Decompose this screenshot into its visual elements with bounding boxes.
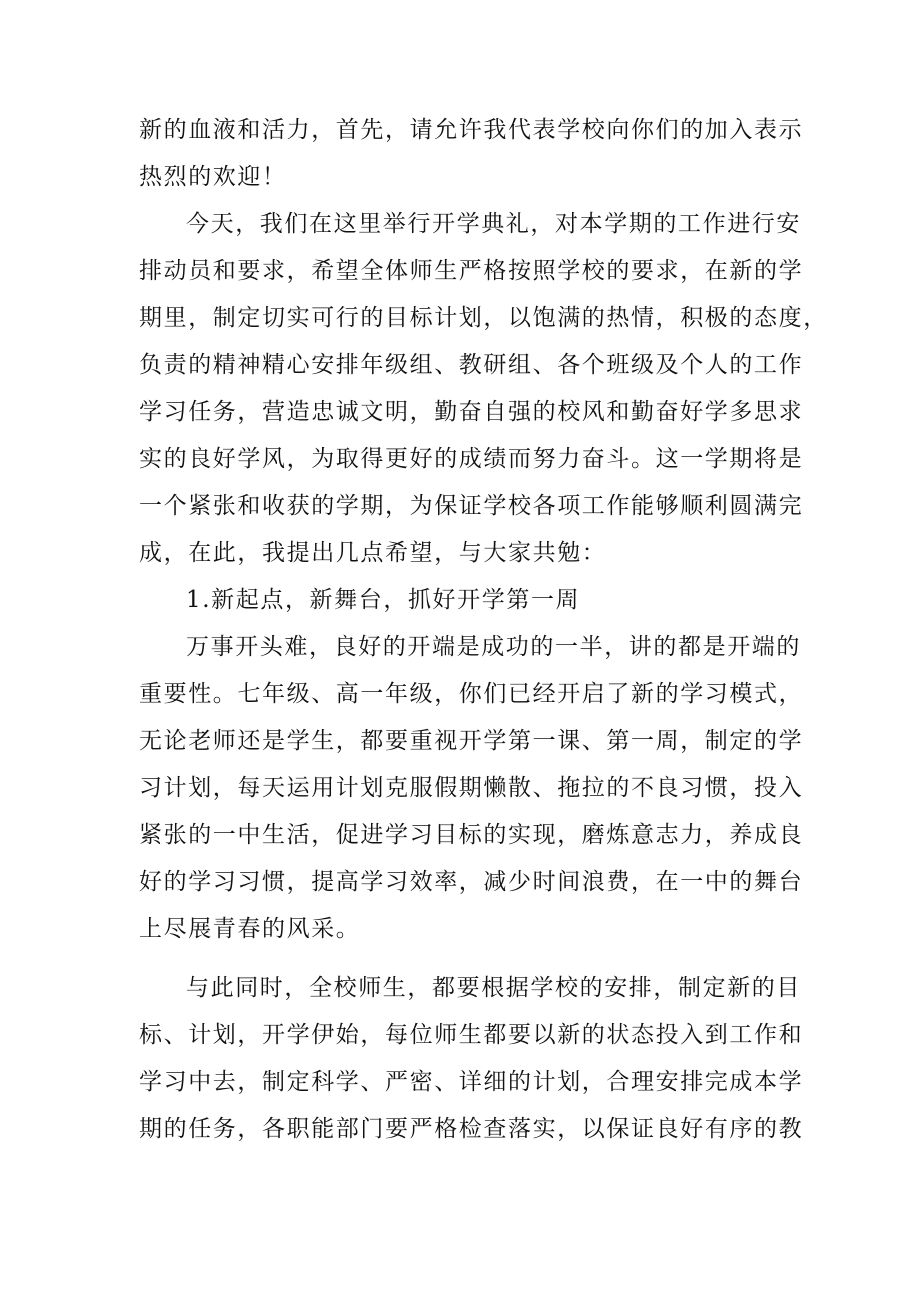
paragraph-gap [139,953,791,965]
text-line: 成，在此，我提出几点希望，与大家共勉： [139,540,607,566]
text-line: 与此同时，全校师生，都要根据学校的安排，制定新的目 [186,975,801,1001]
text-line: 一个紧张和收获的学期，为保证学校各项工作能够顺利圆满完 [139,493,804,519]
text-line: 实的良好学风，为取得更好的成绩而努力奋斗。这一学期将是 [139,446,804,472]
text-line: 学习任务，营造忠诚文明，勤奋自强的校风和勤奋好学多思求 [139,399,804,425]
text-line: 标、计划，开学伊始，每位师生都要以新的状态投入到工作和 [139,1022,804,1048]
text-line: 新的血液和活力，首先，请允许我代表学校向你们的加入表示 [139,117,804,143]
text-line: 重要性。七年级、高一年级，你们已经开启了新的学习模式， [139,681,804,707]
text-line: 期的任务，各职能部门要严格检查落实，以保证良好有序的教 [139,1116,804,1142]
text-line: 热烈的欢迎！ [139,164,287,190]
text-line: 无论老师还是学生，都要重视开学第一课、第一周，制定的学 [139,728,804,754]
text-line: 习计划，每天运用计划克服假期懒散、拖拉的不良习惯，投入 [139,775,804,801]
text-line: 好的学习习惯，提高学习效率，减少时间浪费，在一中的舞台 [139,869,804,895]
section-heading: 1.新起点，新舞台，抓好开学第一周 [186,587,581,613]
document-body [139,107,828,1153]
text-line: 负责的精神精心安排年级组、教研组、各个班级及个人的工作 [139,352,804,378]
text-line: 学习中去，制定科学、严密、详细的计划，合理安排完成本学 [139,1069,804,1095]
text-line: 排动员和要求，希望全体师生严格按照学校的要求，在新的学 [139,258,804,284]
text-line: 上尽展青春的风采。 [139,916,361,942]
text-line: 期里，制定切实可行的目标计划，以饱满的热情，积极的态度， [139,305,828,331]
text-line: 紧张的一中生活，促进学习目标的实现，磨炼意志力，养成良 [139,822,804,848]
text-line: 万事开头难，良好的开端是成功的一半，讲的都是开端的 [186,634,801,660]
text-line: 今天，我们在这里举行开学典礼，对本学期的工作进行安 [186,211,801,237]
